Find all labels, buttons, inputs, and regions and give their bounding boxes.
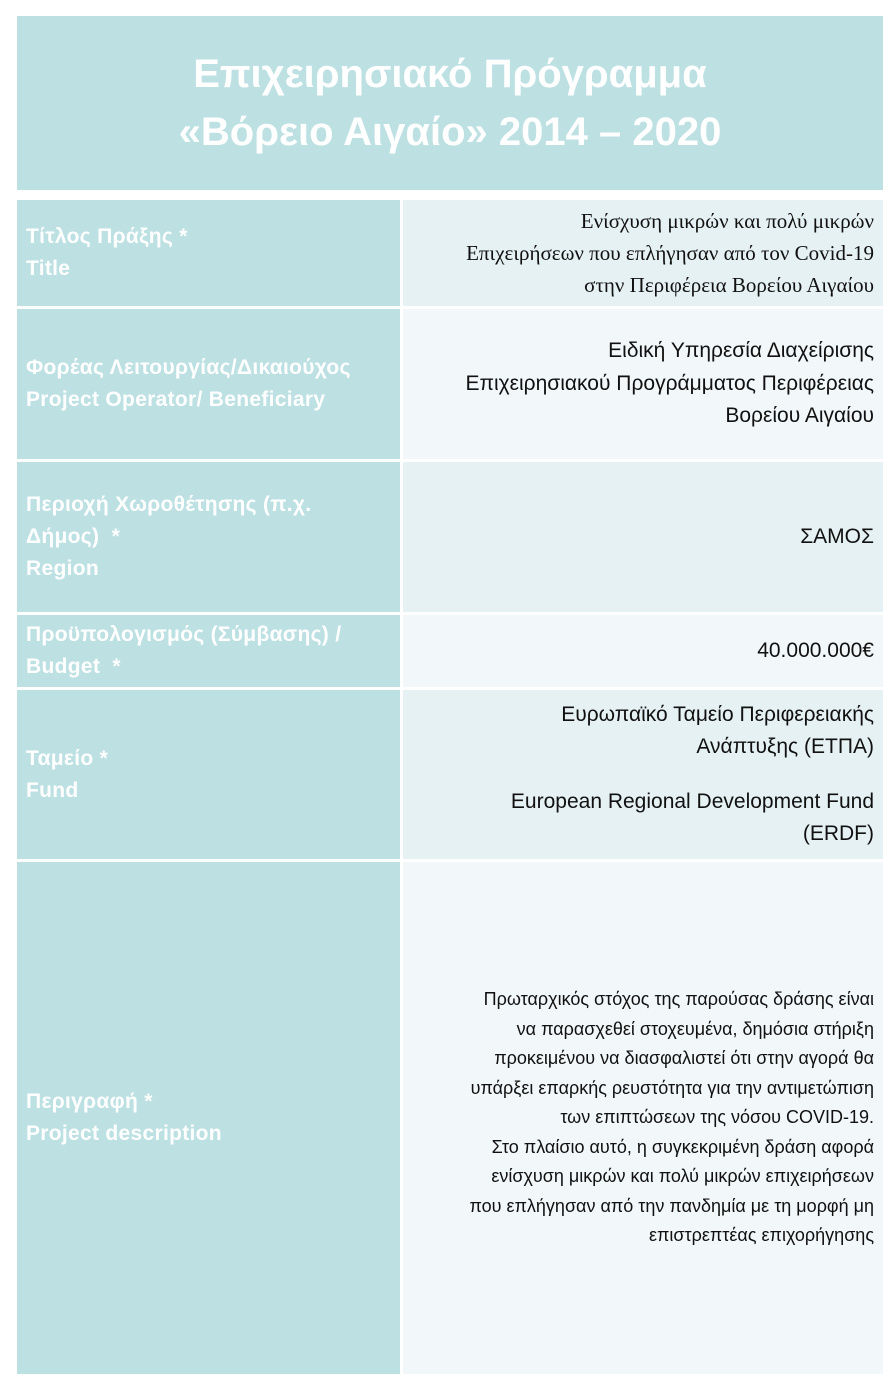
description-line: υπάρξει επαρκής ρευστότητα για την αντιμετώπιση (470, 1077, 874, 1098)
operator-value (403, 309, 883, 459)
region-label-line: Δήμος) * (26, 525, 121, 548)
region-row (17, 462, 883, 612)
description-value (403, 862, 883, 1374)
description-line: των επιπτώσεων της νόσου COVID-19. (560, 1107, 874, 1128)
fund-value-en-line: European Regional Development Fund (510, 789, 874, 813)
title-value-line: Επιχειρήσεων που επλήγησαν από τον Covid-19 (466, 241, 874, 265)
budget-value-text: 40.000.000€ (757, 638, 874, 662)
description-label-en: Project description (26, 1122, 222, 1145)
description-line: επιστρεπτέας επιχορήγησης (648, 1225, 874, 1246)
description-line: προκειμένου να διασφαλιστεί ότι στην αγορά θα (494, 1048, 874, 1069)
fund-value-spacer (415, 764, 874, 786)
budget-label-line: Budget * (26, 655, 121, 678)
header-title-line-2: «Βόρειο Αιγαίο» 2014 – 2020 (178, 110, 722, 154)
operator-value-line: Ειδική Υπηρεσία Διαχείρισης (608, 339, 874, 363)
fund-label-gr: Ταμείο * (26, 746, 109, 770)
title-label-en: Title (26, 257, 71, 280)
budget-value (403, 615, 883, 687)
fund-value (403, 690, 883, 859)
fund-value-gr-line: Ανάπτυξης (ΕΤΠΑ) (696, 735, 874, 758)
operator-value-line: Επιχειρησιακού Προγράμματος Περιφέρειας (465, 371, 874, 395)
description-label (17, 862, 400, 1374)
description-line: ενίσχυση μικρών και πολύ μικρών επιχειρήσεων (491, 1166, 874, 1187)
description-line: που επλήγησαν από την πανδημία με τη μορφή μη (469, 1195, 874, 1216)
region-label-line: Region (26, 557, 99, 580)
page-header (17, 16, 883, 190)
header-title-line-1: Επιχειρησιακό Πρόγραμμα (193, 52, 707, 96)
fund-label (17, 690, 400, 859)
region-value-text: ΣΑΜΟΣ (800, 524, 874, 548)
fund-label-en: Fund (26, 778, 79, 802)
title-label-gr: Τίτλος Πράξης * (26, 225, 188, 248)
description-label-gr: Περιγραφή * (26, 1090, 153, 1113)
description-row (17, 862, 883, 1374)
region-value (403, 462, 883, 612)
title-value-line: Ενίσχυση μικρών και πολύ μικρών (580, 209, 874, 233)
operator-label-en: Project Operator/ Beneficiary (26, 388, 326, 411)
operator-row (17, 309, 883, 459)
title-label (17, 200, 400, 306)
description-line: Στο πλαίσιο αυτό, η συγκεκριμένη δράση αφορά (491, 1136, 874, 1157)
operator-value-line: Βορείου Αιγαίου (725, 404, 874, 428)
region-label-line: Περιοχή Χωροθέτησης (π.χ. (26, 493, 312, 516)
budget-row (17, 615, 883, 687)
budget-label-line: Προϋπολογισμός (Σύμβασης) / (26, 623, 342, 646)
budget-label (17, 615, 400, 687)
operator-label (17, 309, 400, 459)
title-value (403, 200, 883, 306)
fund-value-en-line: (ERDF) (802, 822, 874, 845)
fund-value-gr-line: Ευρωπαϊκό Ταμείο Περιφερειακής (561, 702, 874, 726)
title-row (17, 200, 883, 306)
fund-row (17, 690, 883, 859)
title-value-line: στην Περιφέρεια Βορείου Αιγαίου (584, 273, 874, 297)
description-line: να παρασχεθεί στοχευμένα, δημόσια στήριξη (516, 1018, 874, 1039)
description-line: Πρωταρχικός στόχος της παρούσας δράσης είναι (483, 989, 874, 1010)
region-label (17, 462, 400, 612)
operator-label-gr: Φορέας Λειτουργίας/Δικαιούχος (26, 356, 351, 379)
